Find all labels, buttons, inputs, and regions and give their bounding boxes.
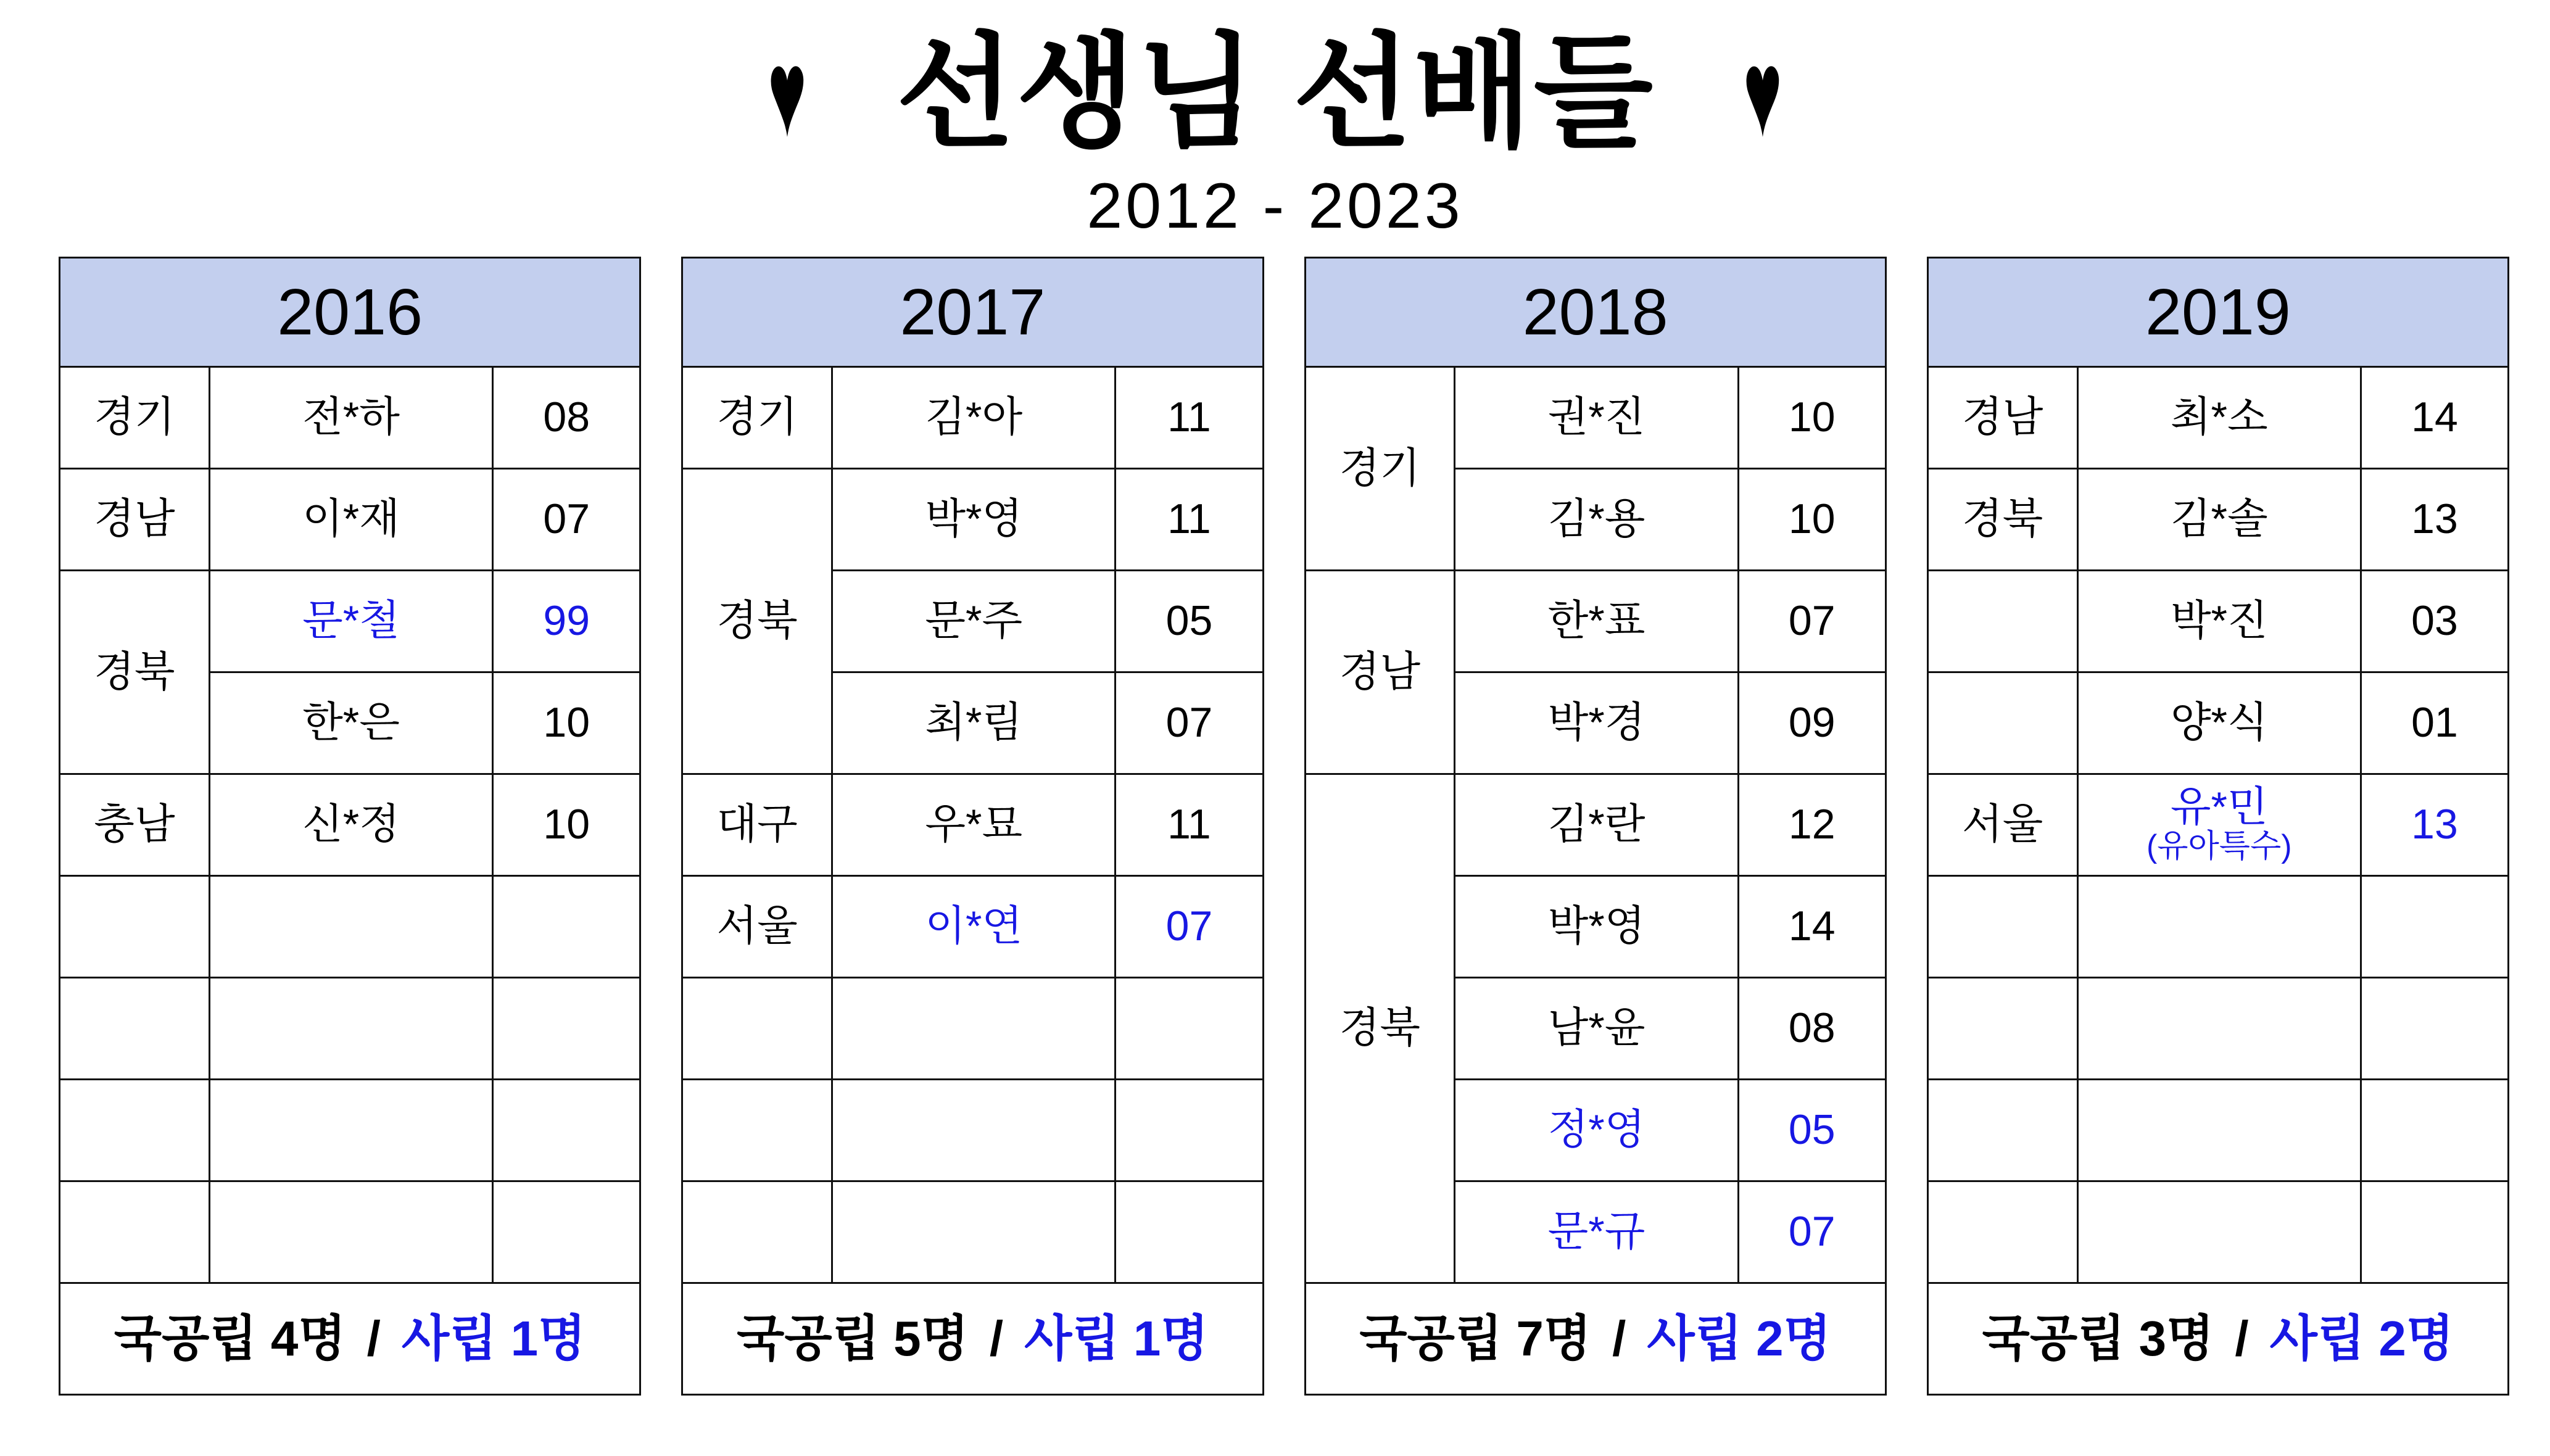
table-row (1305, 571, 1886, 672)
heart-icon: ♥ (1743, 23, 1782, 162)
name-cell: 문*주 (832, 571, 1116, 672)
count-cell (2361, 1181, 2508, 1283)
count-cell: 08 (1738, 978, 1886, 1080)
table-row (1927, 876, 2508, 978)
region-cell (1927, 1080, 2077, 1181)
name-cell: 한*표 (1455, 571, 1738, 672)
table-row (682, 469, 1263, 571)
region-cell (1927, 1181, 2077, 1283)
count-cell: 14 (2361, 367, 2508, 469)
name-cell: 박*영 (832, 469, 1116, 571)
count-cell: 05 (1116, 571, 1263, 672)
table-row (60, 876, 640, 978)
region-cell: 경기 (1305, 367, 1455, 571)
table-row (60, 1080, 640, 1181)
count-cell: 11 (1116, 367, 1263, 469)
page-subtitle: 2012 - 2023 (1087, 170, 1463, 242)
table-row (1927, 367, 2508, 469)
name-cell: 김*아 (832, 367, 1116, 469)
count-cell: 14 (1738, 876, 1886, 978)
region-cell (682, 1080, 832, 1181)
year-header: 2019 (1927, 258, 2508, 367)
table-row (1927, 672, 2508, 774)
name-cell (209, 1080, 492, 1181)
year-header: 2018 (1305, 258, 1886, 367)
count-cell (493, 1080, 640, 1181)
name-cell: 우*묘 (832, 774, 1116, 876)
name-cell (2077, 774, 2361, 876)
count-cell (493, 978, 640, 1080)
count-cell: 09 (1738, 672, 1886, 774)
region-cell: 경기 (60, 367, 210, 469)
region-cell (1927, 876, 2077, 978)
page-title-text: 선생님 선배들 (896, 23, 1654, 162)
table-row (682, 367, 1263, 469)
summary-cell (682, 1283, 1263, 1395)
name-cell: 남*윤 (1455, 978, 1738, 1080)
table-row (1305, 774, 1886, 876)
name-cell: 정*영 (1455, 1080, 1738, 1181)
table-row (1927, 978, 2508, 1080)
summary-private: 사립 1명 (401, 1311, 586, 1366)
table-row (60, 978, 640, 1080)
summary-cell (1927, 1283, 2508, 1395)
summary-separator: / (1612, 1311, 1626, 1366)
count-cell: 03 (2361, 571, 2508, 672)
count-cell (1116, 1181, 1263, 1283)
region-cell: 경북 (682, 469, 832, 774)
count-cell: 99 (493, 571, 640, 672)
table-row (682, 1080, 1263, 1181)
count-cell: 07 (1738, 1181, 1886, 1283)
count-cell: 10 (1738, 367, 1886, 469)
summary-public: 국공립 4명 (114, 1311, 346, 1366)
count-cell: 07 (1116, 876, 1263, 978)
name-cell: 최*소 (2077, 367, 2361, 469)
name-cell: 문*철 (209, 571, 492, 672)
name-cell (209, 1181, 492, 1283)
count-cell (2361, 1080, 2508, 1181)
year-header: 2017 (682, 258, 1263, 367)
name-cell: 신*정 (209, 774, 492, 876)
table-row (1927, 774, 2508, 876)
name-cell (2077, 1080, 2361, 1181)
table-row (682, 876, 1263, 978)
summary-private: 사립 2명 (1647, 1311, 1831, 1366)
name-cell: 문*규 (1455, 1181, 1738, 1283)
region-cell: 경북 (1305, 774, 1455, 1283)
count-cell (1116, 978, 1263, 1080)
region-cell (60, 978, 210, 1080)
name-cell: 최*림 (832, 672, 1116, 774)
summary-row (1305, 1283, 1886, 1395)
summary-row (1927, 1283, 2508, 1395)
table-row (60, 1181, 640, 1283)
table-row (682, 774, 1263, 876)
table-row (1927, 571, 2508, 672)
summary-public: 국공립 3명 (1982, 1311, 2214, 1366)
region-cell: 경북 (60, 571, 210, 774)
summary-cell (1305, 1283, 1886, 1395)
name-cell: 김*솔 (2077, 469, 2361, 571)
region-cell: 경북 (1927, 469, 2077, 571)
table-2016 (59, 257, 641, 1396)
summary-separator: / (2235, 1311, 2249, 1366)
summary-cell (60, 1283, 640, 1395)
name-cell: 박*영 (1455, 876, 1738, 978)
count-cell: 13 (2361, 469, 2508, 571)
summary-separator: / (989, 1311, 1004, 1366)
count-cell: 10 (1738, 469, 1886, 571)
region-cell: 경기 (682, 367, 832, 469)
name-cell: 한*은 (209, 672, 492, 774)
name-cell: 김*란 (1455, 774, 1738, 876)
count-cell (493, 1181, 640, 1283)
table-row (682, 978, 1263, 1080)
name-cell (209, 876, 492, 978)
region-cell (1927, 978, 2077, 1080)
count-cell (2361, 978, 2508, 1080)
name-cell: 박*경 (1455, 672, 1738, 774)
count-cell: 05 (1738, 1080, 1886, 1181)
name-cell: 김*용 (1455, 469, 1738, 571)
region-cell (60, 1080, 210, 1181)
name-cell (832, 1181, 1116, 1283)
count-cell: 01 (2361, 672, 2508, 774)
table-row (60, 367, 640, 469)
summary-separator: / (366, 1311, 381, 1366)
region-cell (60, 876, 210, 978)
table-row (1927, 469, 2508, 571)
heart-icon: ♥ (768, 23, 807, 162)
name-note: (유아특수) (2146, 829, 2292, 865)
summary-private: 사립 2명 (2269, 1311, 2454, 1366)
region-cell (682, 1181, 832, 1283)
region-cell (60, 1181, 210, 1283)
count-cell: 11 (1116, 469, 1263, 571)
summary-private: 사립 1명 (1024, 1311, 1209, 1366)
summary-row (60, 1283, 640, 1395)
summary-public: 국공립 5명 (737, 1311, 969, 1366)
summary-row (682, 1283, 1263, 1395)
count-cell: 13 (2361, 774, 2508, 876)
region-cell (682, 978, 832, 1080)
region-cell: 경남 (1927, 367, 2077, 469)
count-cell: 11 (1116, 774, 1263, 876)
name-cell: 양*식 (2077, 672, 2361, 774)
name-cell (209, 978, 492, 1080)
count-cell (1116, 1080, 1263, 1181)
table-row (1927, 1181, 2508, 1283)
name-cell: 박*진 (2077, 571, 2361, 672)
table-row (1305, 367, 1886, 469)
region-cell (1927, 571, 2077, 672)
name-cell (2077, 876, 2361, 978)
page-title (0, 23, 2550, 162)
name-cell (832, 978, 1116, 1080)
name-cell: 이*연 (832, 876, 1116, 978)
name-cell: 전*하 (209, 367, 492, 469)
year-tables (59, 257, 2509, 1396)
table-2019 (1927, 257, 2509, 1396)
name-text: 유*민 (2170, 783, 2268, 830)
count-cell: 10 (493, 672, 640, 774)
region-cell (1927, 672, 2077, 774)
year-header: 2016 (60, 258, 640, 367)
count-cell (2361, 876, 2508, 978)
summary-public: 국공립 7명 (1359, 1311, 1592, 1366)
table-row (60, 469, 640, 571)
region-cell: 대구 (682, 774, 832, 876)
table-row (682, 1181, 1263, 1283)
table-2017 (681, 257, 1264, 1396)
region-cell: 경남 (1305, 571, 1455, 774)
table-2018 (1304, 257, 1887, 1396)
name-cell (2077, 1181, 2361, 1283)
region-cell: 경남 (60, 469, 210, 571)
name-cell (2077, 978, 2361, 1080)
region-cell: 서울 (682, 876, 832, 978)
table-row (1927, 1080, 2508, 1181)
count-cell: 10 (493, 774, 640, 876)
region-cell: 충남 (60, 774, 210, 876)
count-cell: 07 (1116, 672, 1263, 774)
count-cell: 12 (1738, 774, 1886, 876)
table-row (60, 774, 640, 876)
count-cell: 07 (1738, 571, 1886, 672)
table-row (60, 571, 640, 672)
name-cell: 이*재 (209, 469, 492, 571)
count-cell: 08 (493, 367, 640, 469)
count-cell (493, 876, 640, 978)
name-cell: 권*진 (1455, 367, 1738, 469)
count-cell: 07 (493, 469, 640, 571)
region-cell: 서울 (1927, 774, 2077, 876)
name-cell (832, 1080, 1116, 1181)
